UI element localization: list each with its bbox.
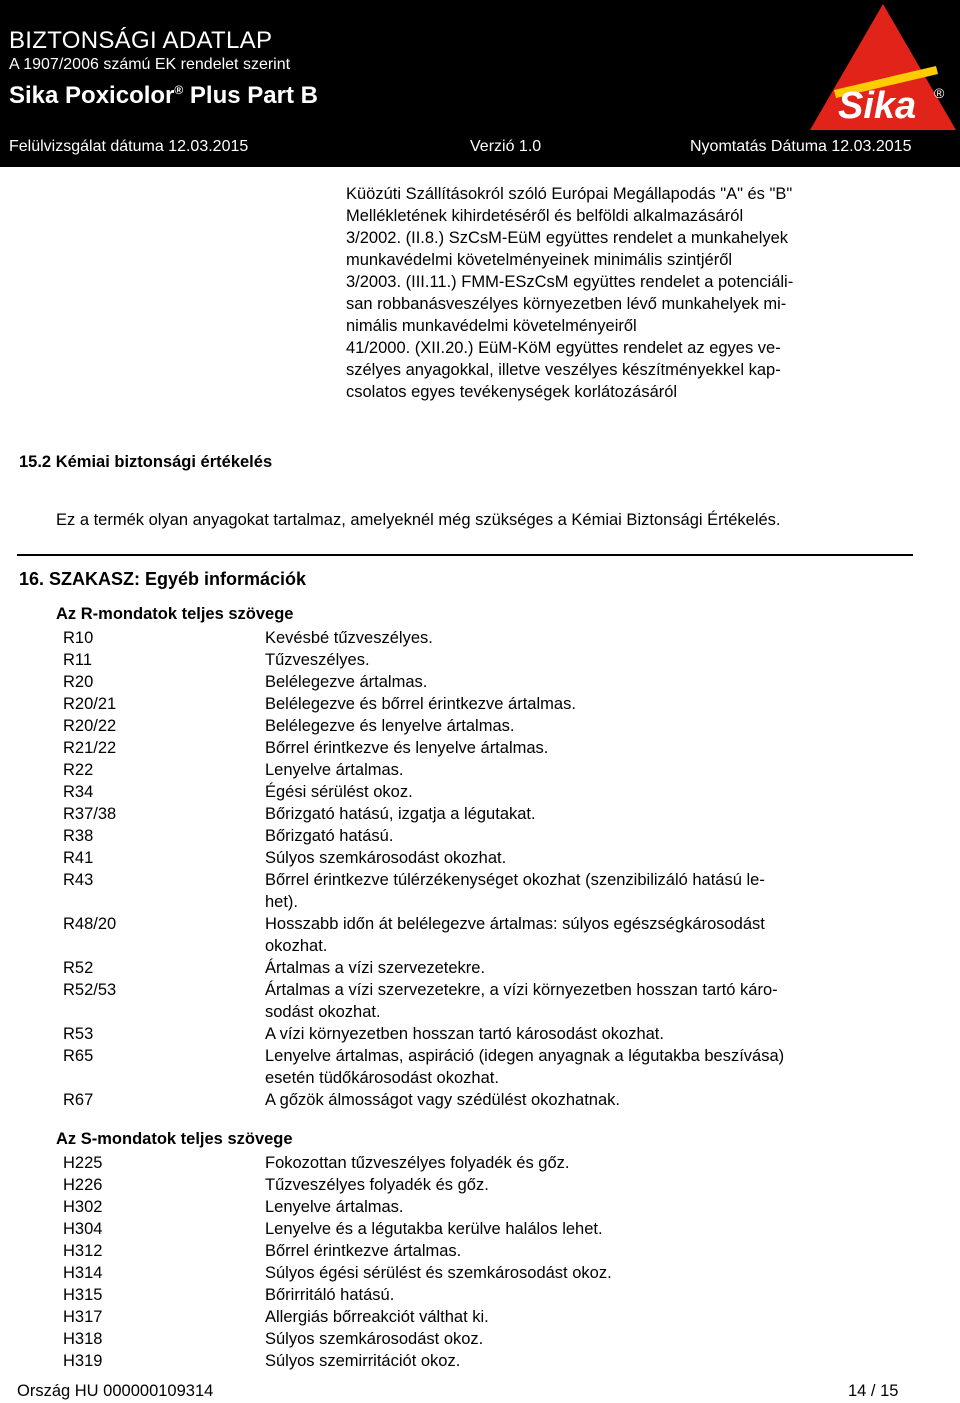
regulation-line: Küözúti Szállításokról szóló Európai Megállapodás "A" és "B" xyxy=(346,185,793,203)
phrase-text: Ártalmas a vízi szervezetekre, a vízi környezetben hosszan tartó káro- xyxy=(265,981,778,999)
phrase-text: Lenyelve ártalmas. xyxy=(265,761,404,779)
phrase-text: Ártalmas a vízi szervezetekre. xyxy=(265,959,486,977)
phrase-code: R34 xyxy=(63,783,94,801)
phrase-text: Belélegezve ártalmas. xyxy=(265,673,428,691)
phrase-code: R37/38 xyxy=(63,805,117,823)
phrase-text: Kevésbé tűzveszélyes. xyxy=(265,629,433,647)
revision-date: Felülvizsgálat dátuma 12.03.2015 xyxy=(9,138,249,155)
phrase-code: R20/21 xyxy=(63,695,117,713)
phrase-code: H304 xyxy=(63,1220,103,1238)
regulation-line: san robbanásveszélyes környezetben lévő munkahelyek mi- xyxy=(346,295,787,313)
phrase-code: R20/22 xyxy=(63,717,117,735)
print-date: Nyomtatás Dátuma 12.03.2015 xyxy=(690,138,912,155)
phrase-code: H315 xyxy=(63,1286,103,1304)
regulation-line: Mellékletének kihirdetéséről és belföldi alkalmazásáról xyxy=(346,207,744,225)
section-15-2-text: Ez a termék olyan anyagokat tartalmaz, amelyeknél még szükséges a Kémiai Biztonsági Értékelés. xyxy=(56,511,781,529)
phrase-text: Súlyos szemirritációt okoz. xyxy=(265,1352,461,1370)
phrase-text: Súlyos szemkárosodást okoz. xyxy=(265,1330,484,1348)
regulation-line: szélyes anyagokkal, illetve veszélyes készítményekkel kap- xyxy=(346,361,781,379)
phrase-text: Hosszabb időn át belélegezve ártalmas: súlyos egészségkárosodást xyxy=(265,915,765,933)
phrase-code: R65 xyxy=(63,1047,94,1065)
phrase-text: Lenyelve és a légutakba kerülve halálos lehet. xyxy=(265,1220,603,1238)
footer-page-number: 14 / 15 xyxy=(848,1382,899,1400)
phrase-code: R41 xyxy=(63,849,94,867)
phrase-text: okozhat. xyxy=(265,937,328,955)
phrase-code: H302 xyxy=(63,1198,103,1216)
regulation-line: 3/2002. (II.8.) SzCsM-EüM együttes rendelet a munkahelyek xyxy=(346,229,789,247)
version: Verzió 1.0 xyxy=(470,138,542,155)
logo-wordmark: Sika xyxy=(838,85,917,127)
footer-country: Ország HU 000000109314 xyxy=(17,1382,214,1400)
regulation-line: 3/2003. (III.11.) FMM-ESzCsM együttes rendelet a potenciáli- xyxy=(346,273,794,291)
phrase-text: Bőrrel érintkezve túlérzékenységet okozhat (szenzibilizáló hatású le- xyxy=(265,871,765,889)
phrase-code: R48/20 xyxy=(63,915,117,933)
phrase-text: A vízi környezetben hosszan tartó károsodást okozhat. xyxy=(265,1025,664,1043)
phrase-code: H225 xyxy=(63,1154,103,1172)
registered-mark: ® xyxy=(174,83,184,97)
phrase-code: H319 xyxy=(63,1352,103,1370)
phrase-text: Tűzveszélyes folyadék és gőz. xyxy=(265,1176,489,1194)
phrase-text: Súlyos szemkárosodást okozhat. xyxy=(265,849,507,867)
sika-logo xyxy=(806,0,960,134)
phrase-code: R38 xyxy=(63,827,94,845)
regulations-list xyxy=(346,183,856,403)
phrase-text: Bőrirritáló hatású. xyxy=(265,1286,395,1304)
phrase-code: H226 xyxy=(63,1176,103,1194)
regulation-line: nimális munkavédelmi követelményeiről xyxy=(346,317,637,335)
s-phrases-heading: Az S-mondatok teljes szövege xyxy=(56,1130,293,1148)
phrase-text: Lenyelve ártalmas. xyxy=(265,1198,404,1216)
phrase-code: H317 xyxy=(63,1308,103,1326)
document-title: BIZTONSÁGI ADATLAP xyxy=(9,27,273,54)
phrase-code: R67 xyxy=(63,1091,94,1109)
regulation-line: csolatos egyes tevékenységek korlátozásáról xyxy=(346,383,678,401)
section-16-title: 16. SZAKASZ: Egyéb információk xyxy=(19,569,307,589)
product-name-suffix: Plus Part B xyxy=(189,82,318,109)
phrase-code: H318 xyxy=(63,1330,103,1348)
r-phrases-heading: Az R-mondatok teljes szövege xyxy=(56,605,294,623)
regulation-line: 41/2000. (XII.20.) EüM-KöM együttes rendelet az egyes ve- xyxy=(346,339,781,357)
phrase-code: R52/53 xyxy=(63,981,117,999)
phrase-text: Bőrizgató hatású, izgatja a légutakat. xyxy=(265,805,536,823)
phrase-code: R21/22 xyxy=(63,739,117,757)
phrase-code: H312 xyxy=(63,1242,103,1260)
phrase-text: Belélegezve és bőrrel érintkezve ártalmas. xyxy=(265,695,576,713)
phrase-text: Bőrrel érintkezve ártalmas. xyxy=(265,1242,462,1260)
section-15-2-title: 15.2 Kémiai biztonsági értékelés xyxy=(19,453,273,471)
phrase-text: Égési sérülést okoz. xyxy=(265,783,413,801)
logo-registered-mark: ® xyxy=(934,85,945,101)
section-divider xyxy=(17,554,913,556)
phrase-text: Lenyelve ártalmas, aspiráció (idegen anyagnak a légutakba beszívása) xyxy=(265,1047,785,1065)
product-name xyxy=(9,82,318,110)
phrase-code: R20 xyxy=(63,673,94,691)
phrase-text: Tűzveszélyes. xyxy=(265,651,370,669)
phrase-text: het). xyxy=(265,893,299,911)
phrase-text: Bőrizgató hatású. xyxy=(265,827,394,845)
phrase-code: R53 xyxy=(63,1025,94,1043)
phrase-code: R11 xyxy=(63,651,93,669)
product-name-main: Sika Poxicolor xyxy=(9,82,175,109)
phrase-text: esetén tüdőkárosodást okozhat. xyxy=(265,1069,499,1087)
phrase-text: Súlyos égési sérülést és szemkárosodást okoz. xyxy=(265,1264,612,1282)
phrase-text: Allergiás bőrreakciót válthat ki. xyxy=(265,1308,489,1326)
phrase-code: R43 xyxy=(63,871,94,889)
phrase-code: R52 xyxy=(63,959,94,977)
phrase-text: Bőrrel érintkezve és lenyelve ártalmas. xyxy=(265,739,549,757)
regulation-reference: A 1907/2006 számú EK rendelet szerint xyxy=(9,56,291,73)
phrase-text: sodást okozhat. xyxy=(265,1003,381,1021)
phrase-text: Belélegezve és lenyelve ártalmas. xyxy=(265,717,515,735)
phrase-text: Fokozottan tűzveszélyes folyadék és gőz. xyxy=(265,1154,570,1172)
phrase-code: H314 xyxy=(63,1264,103,1282)
phrase-code: R22 xyxy=(63,761,94,779)
regulation-line: munkavédelmi követelményeinek minimális szintjéről xyxy=(346,251,733,269)
phrase-code: R10 xyxy=(63,629,94,647)
phrase-text: A gőzök álmosságot vagy szédülést okozhatnak. xyxy=(265,1091,620,1109)
